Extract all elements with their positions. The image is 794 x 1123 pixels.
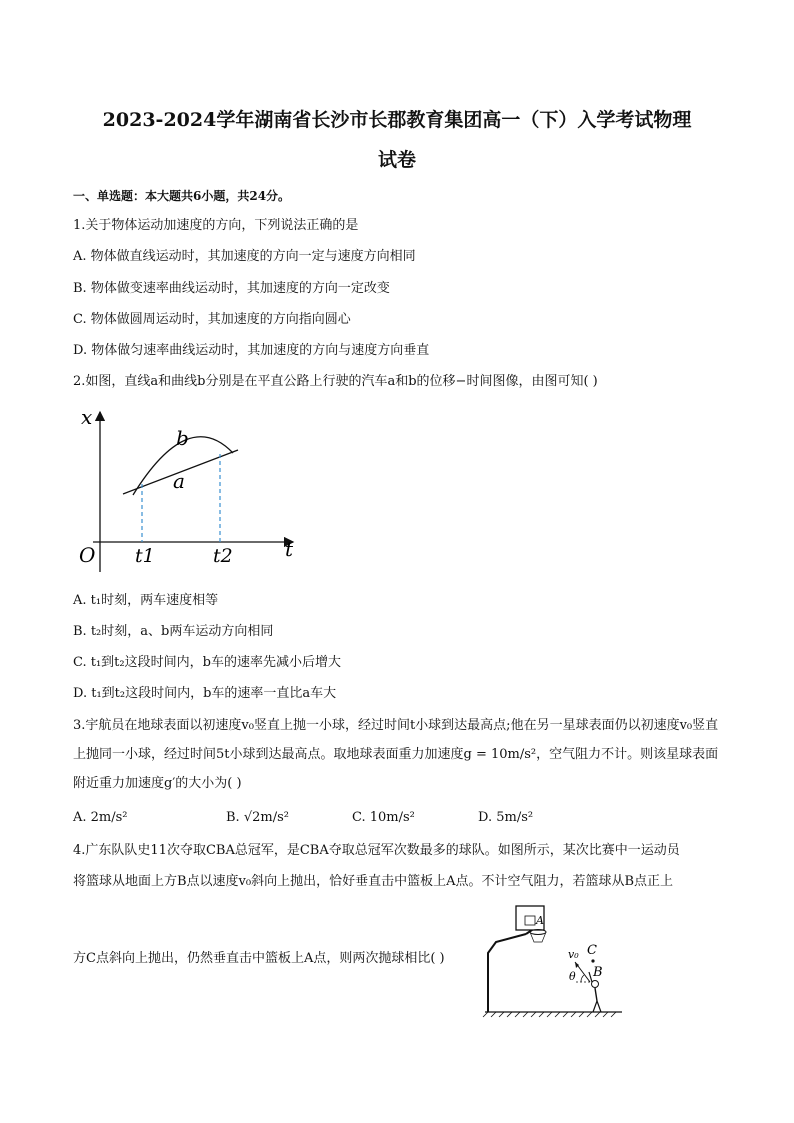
q4-stem-line2: 将篮球从地面上方B点以速度v₀斜向上抛出，恰好垂直击中篮板上A点。不计空气阻力，若篮球从B点正上: [73, 874, 674, 889]
player-leg-left: [593, 1001, 597, 1012]
q2-position-time-graph: [73, 400, 313, 585]
document-title-line1: 2023-2024学年湖南省长沙市长郡教育集团高一（下）入学考试物理: [102, 109, 692, 131]
q3-option-a: A. 2m/s²: [73, 810, 128, 825]
q2-stem: 2.如图，直线a和曲线b分别是在平直公路上行驶的汽车a和b的位移−时间图像，由图可知( ): [73, 374, 598, 389]
line-a-label: a: [173, 469, 185, 493]
q3-option-d: D. 5m/s²: [478, 810, 534, 825]
q2-option-b: B. t₂时刻，a、b两车运动方向相同: [73, 624, 274, 639]
q2-option-a: A. t₁时刻，两车速度相等: [73, 593, 219, 608]
point-c-dot: [591, 959, 594, 962]
hoop-net: [530, 932, 546, 942]
origin-label: O: [79, 543, 96, 567]
v0-label: v₀: [568, 948, 579, 961]
point-b-label: B: [593, 965, 603, 980]
q1-option-d: D. 物体做匀速率曲线运动时，其加速度的方向与速度方向垂直: [73, 343, 430, 358]
point-a-label: A: [536, 914, 544, 927]
curve-b-label: b: [176, 426, 189, 450]
angle-arc: [581, 975, 584, 982]
hoop-stand: [488, 934, 526, 1012]
player-leg-right: [597, 1001, 601, 1012]
q4-stem-line1: 4.广东队队史11次夺取CBA总冠军，是CBA夺取总冠军次数最多的球队。如图所示，某次比赛中一运动员: [73, 843, 680, 858]
section-header: 一、单选题：本大题共6小题，共24分。: [73, 189, 291, 203]
q1-option-a: A. 物体做直线运动时，其加速度的方向一定与速度方向相同: [73, 249, 416, 264]
ground-hatching: [483, 1012, 616, 1017]
theta-label: θ: [569, 970, 576, 983]
point-c-label: C: [587, 943, 597, 958]
q3-option-c: C. 10m/s²: [352, 810, 415, 825]
q4-basketball-figure: [480, 898, 630, 1020]
time-axis-label: t: [285, 537, 294, 561]
q2-option-c: C. t₁到t₂这段时间内，b车的速率先减小后增大: [73, 655, 341, 670]
q1-option-b: B. 物体做变速率曲线运动时，其加速度的方向一定改变: [73, 281, 390, 296]
q4-stem-line3: 方C点斜向上抛出，仍然垂直击中篮板上A点，则两次抛球相比( ): [73, 951, 445, 966]
document-title-line2: 试卷: [377, 149, 416, 171]
player-body: [595, 988, 597, 1001]
position-axis-label: x: [81, 405, 93, 429]
q3-stem: 3.宇航员在地球表面以初速度v₀竖直上抛一小球，经过时间t小球到达最高点;他在另一星球表面仍以初速度v₀竖直上抛同一小球，经过时间5t小球到达最高点。取地球表面重力加速度g = 10m/s²，空气阻力不计。则该星球表面附近重力加速度g′的大小为( ): [73, 718, 719, 791]
q3-options: [73, 810, 723, 828]
q1-stem: 1.关于物体运动加速度的方向，下列说法正确的是: [73, 218, 359, 233]
t2-label: t2: [213, 545, 233, 567]
q3-option-b: B. √2m/s²: [226, 810, 289, 825]
player-head: [592, 981, 599, 988]
t1-label: t1: [135, 545, 155, 567]
q1-option-c: C. 物体做圆周运动时，其加速度的方向指向圆心: [73, 312, 351, 327]
q2-option-d: D. t₁到t₂这段时间内，b车的速率一直比a车大: [73, 686, 337, 701]
